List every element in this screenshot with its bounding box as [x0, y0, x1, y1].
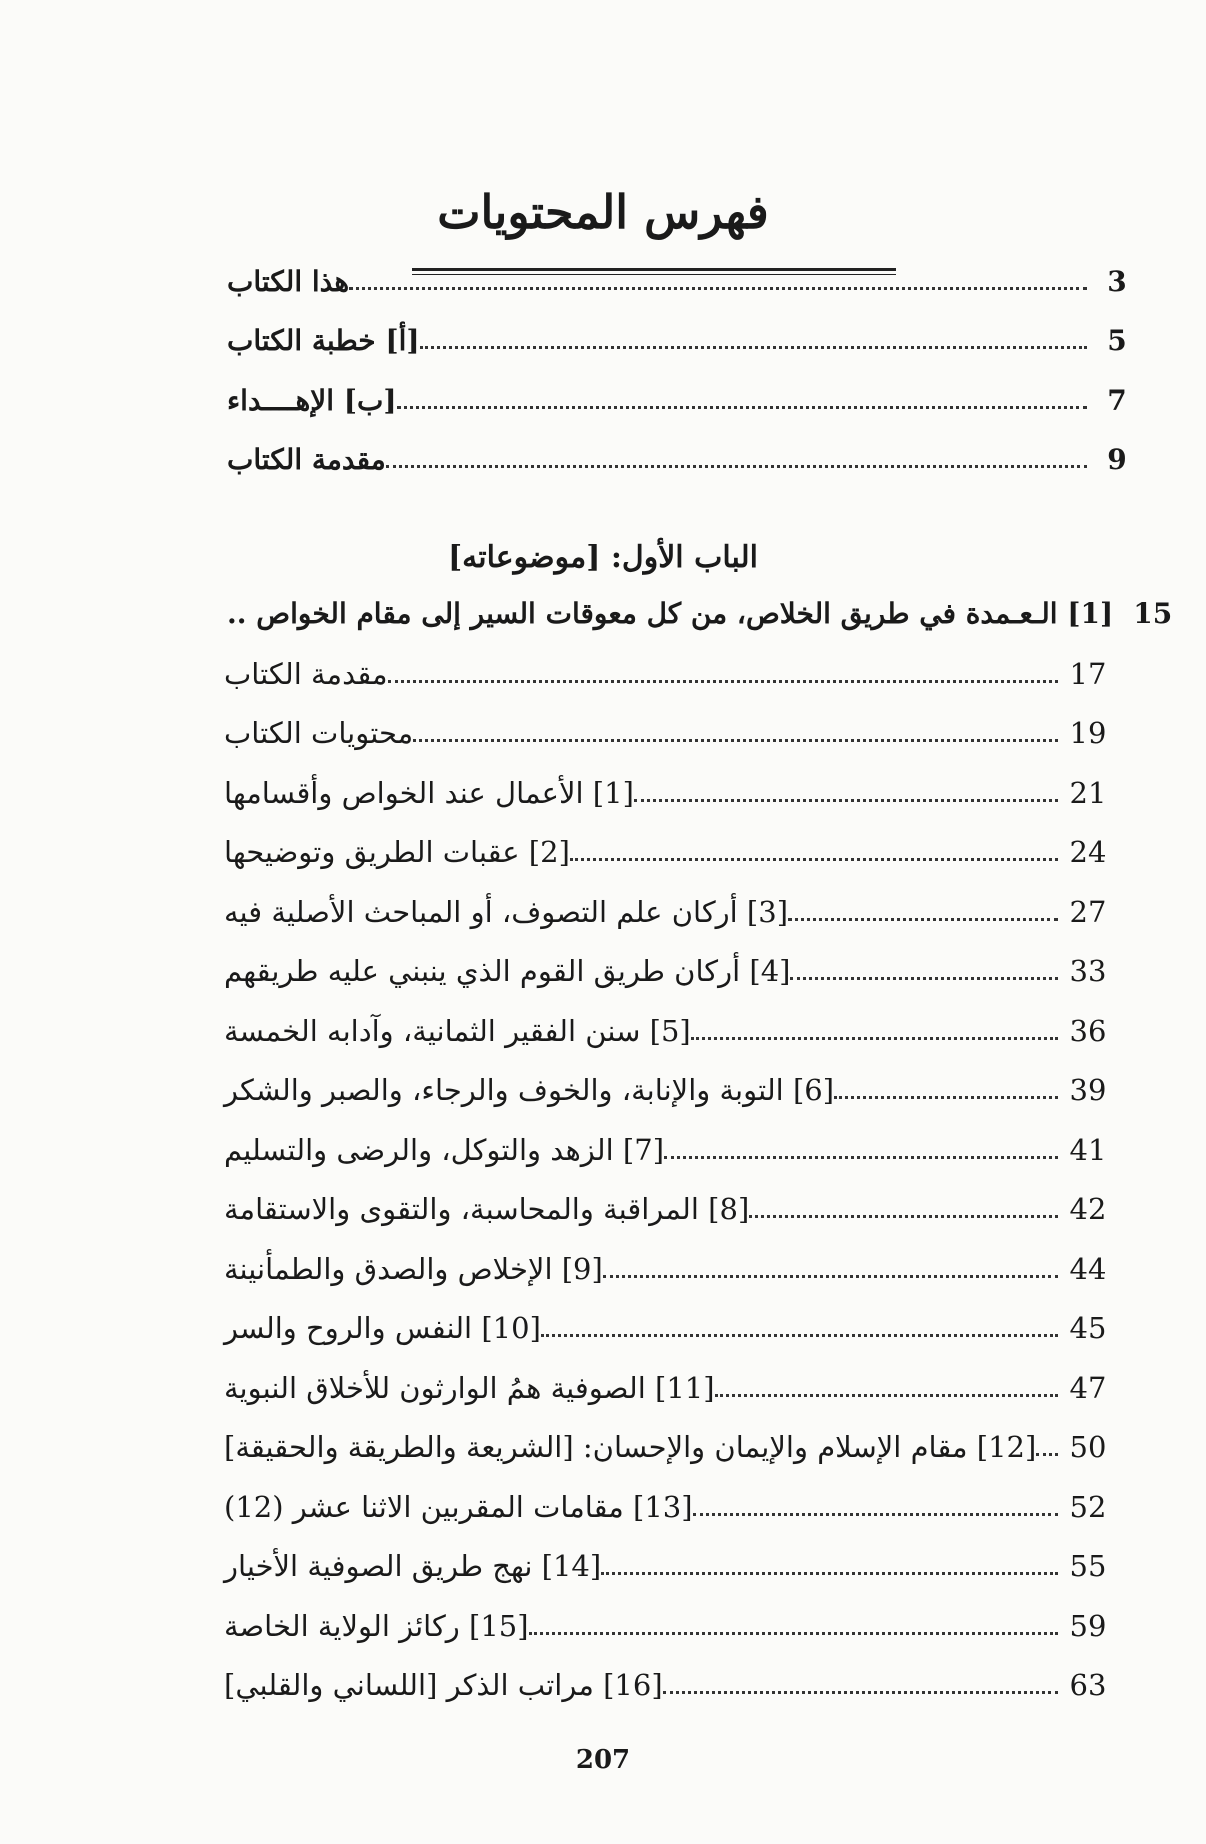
- toc-entry[interactable]: [212, 1424, 1118, 1464]
- toc-entry-label: [12] مقام الإسلام والإيمان والإحسان: [الشريعة والطريقة والحقيقة]: [224, 1430, 1037, 1464]
- toc-entry[interactable]: [212, 1543, 1118, 1583]
- toc-entry-label: [10] النفس والروح والسر: [224, 1311, 541, 1345]
- toc-entry[interactable]: [215, 436, 1147, 476]
- toc-entry-label: [7] الزهد والتوكل، والرضى والتسليم: [224, 1133, 665, 1167]
- leader-dots: [691, 1037, 1058, 1040]
- toc-entry-label: [1] الأعمال عند الخواص وأقسامها: [224, 776, 634, 810]
- leader-dots: [834, 1096, 1058, 1099]
- toc-entry[interactable]: [212, 710, 1118, 750]
- toc-entry[interactable]: [212, 1662, 1118, 1702]
- toc-entry[interactable]: [212, 1603, 1118, 1643]
- toc-entry[interactable]: [212, 1365, 1118, 1405]
- leader-dots: [529, 1632, 1058, 1635]
- toc-entry[interactable]: [212, 1127, 1118, 1167]
- toc-entry-label: [14] نهج طريق الصوفية الأخيار: [224, 1549, 602, 1583]
- leader-dots: [601, 1572, 1058, 1575]
- toc-entry-page: 42: [1069, 1192, 1107, 1226]
- leader-dots: [541, 1334, 1058, 1337]
- toc-entry-label: مقدمة الكتاب: [227, 443, 386, 476]
- toc-entry[interactable]: [215, 377, 1147, 417]
- leader-dots: [570, 858, 1058, 861]
- toc-entry-label: [5] سنن الفقير الثمانية، وآدابه الخمسة: [224, 1014, 691, 1048]
- leader-dots: [749, 1215, 1058, 1218]
- toc-entry-page: 15: [1133, 597, 1173, 630]
- toc-entry[interactable]: [212, 1067, 1118, 1107]
- leader-dots: [715, 1394, 1058, 1397]
- leader-dots: [663, 1691, 1058, 1694]
- page-number: 207: [575, 1745, 631, 1775]
- toc-entry[interactable]: [212, 770, 1118, 810]
- toc-entry[interactable]: [212, 829, 1118, 869]
- toc-entry-page: 63: [1069, 1668, 1107, 1702]
- leader-dots: [388, 680, 1058, 683]
- toc-entry[interactable]: [215, 317, 1147, 357]
- leader-dots: [386, 465, 1087, 468]
- toc-entry[interactable]: [212, 1008, 1118, 1048]
- section-heading: الباب الأول: [موضوعاته]: [447, 540, 758, 575]
- toc-entry-page: 19: [1069, 716, 1107, 750]
- toc-entry-label: [13] مقامات المقربين الاثنا عشر (12): [224, 1490, 693, 1524]
- toc-entry-page: 45: [1069, 1311, 1107, 1345]
- toc-entry-page: 36: [1069, 1014, 1107, 1048]
- toc-entry-label: [4] أركان طريق القوم الذي ينبني عليه طريقهم: [224, 954, 791, 988]
- leader-dots: [420, 346, 1087, 349]
- leader-dots: [349, 287, 1087, 290]
- toc-entry-label: [16] مراتب الذكر [اللساني والقلبي]: [224, 1668, 663, 1702]
- toc-entry[interactable]: [215, 258, 1147, 298]
- leader-dots: [1113, 619, 1133, 622]
- toc-entry-label: [1] الـعـمدة في طريق الخلاص، من كل معوقات السير إلى مقام الخواص ..: [227, 597, 1114, 630]
- toc-entry-page: 27: [1069, 895, 1107, 929]
- leader-dots: [664, 1156, 1058, 1159]
- toc-entry-page: 55: [1069, 1549, 1107, 1583]
- leader-dots: [693, 1513, 1058, 1516]
- leader-dots: [603, 1275, 1058, 1278]
- page-title: فهرس المحتويات: [437, 185, 769, 239]
- toc-entry[interactable]: [212, 948, 1118, 988]
- toc-entry-label: [ب] الإهــــداء: [227, 384, 397, 417]
- leader-dots: [397, 406, 1087, 409]
- leader-dots: [413, 739, 1058, 742]
- toc-main-entry[interactable]: [215, 590, 1173, 630]
- toc-entry[interactable]: [212, 651, 1118, 691]
- toc-entry-page: 21: [1069, 776, 1107, 810]
- toc-entry-page: 9: [1107, 443, 1127, 476]
- toc-entry-label: [15] ركائز الولاية الخاصة: [224, 1609, 529, 1643]
- toc-entry-page: 17: [1069, 657, 1107, 691]
- toc-entry-page: 39: [1069, 1073, 1107, 1107]
- leader-dots: [634, 799, 1058, 802]
- toc-entry-page: 24: [1069, 835, 1107, 869]
- toc-entry-label: [11] الصوفية همُ الوارثون للأخلاق النبوية: [224, 1371, 715, 1405]
- toc-entry-label: [3] أركان علم التصوف، أو المباحث الأصلية فيه: [224, 895, 789, 929]
- toc-entry-page: 44: [1069, 1252, 1107, 1286]
- toc-entry[interactable]: [212, 1305, 1118, 1345]
- toc-entry-label: محتويات الكتاب: [224, 716, 414, 750]
- toc-entry-label: [6] التوبة والإنابة، والخوف والرجاء، والصبر والشكر: [224, 1073, 835, 1107]
- toc-entry-page: 59: [1069, 1609, 1107, 1643]
- toc-entry-label: مقدمة الكتاب: [224, 657, 388, 691]
- leader-dots: [790, 977, 1058, 980]
- toc-entry-page: 33: [1069, 954, 1107, 988]
- toc-entry-page: 3: [1107, 265, 1127, 298]
- toc-entry-page: 52: [1069, 1490, 1107, 1524]
- toc-entry-page: 5: [1107, 324, 1127, 357]
- leader-dots: [1036, 1453, 1058, 1456]
- toc-entry-label: [8] المراقبة والمحاسبة، والتقوى والاستقامة: [224, 1192, 750, 1226]
- toc-entry-label: [2] عقبات الطريق وتوضيحها: [224, 835, 570, 869]
- toc-entry[interactable]: [212, 1484, 1118, 1524]
- toc-entry-page: 47: [1069, 1371, 1107, 1405]
- toc-entry[interactable]: [212, 1186, 1118, 1226]
- toc-entry[interactable]: [212, 1246, 1118, 1286]
- toc-entry-label: هذا الكتاب: [227, 265, 350, 298]
- toc-entry[interactable]: [212, 889, 1118, 929]
- toc-entry-label: [9] الإخلاص والصدق والطمأنينة: [224, 1252, 603, 1286]
- toc-entry-page: 7: [1107, 384, 1127, 417]
- toc-entry-label: [أ] خطبة الكتاب: [227, 324, 420, 357]
- toc-entry-page: 50: [1069, 1430, 1107, 1464]
- toc-entry-page: 41: [1069, 1133, 1107, 1167]
- leader-dots: [788, 918, 1058, 921]
